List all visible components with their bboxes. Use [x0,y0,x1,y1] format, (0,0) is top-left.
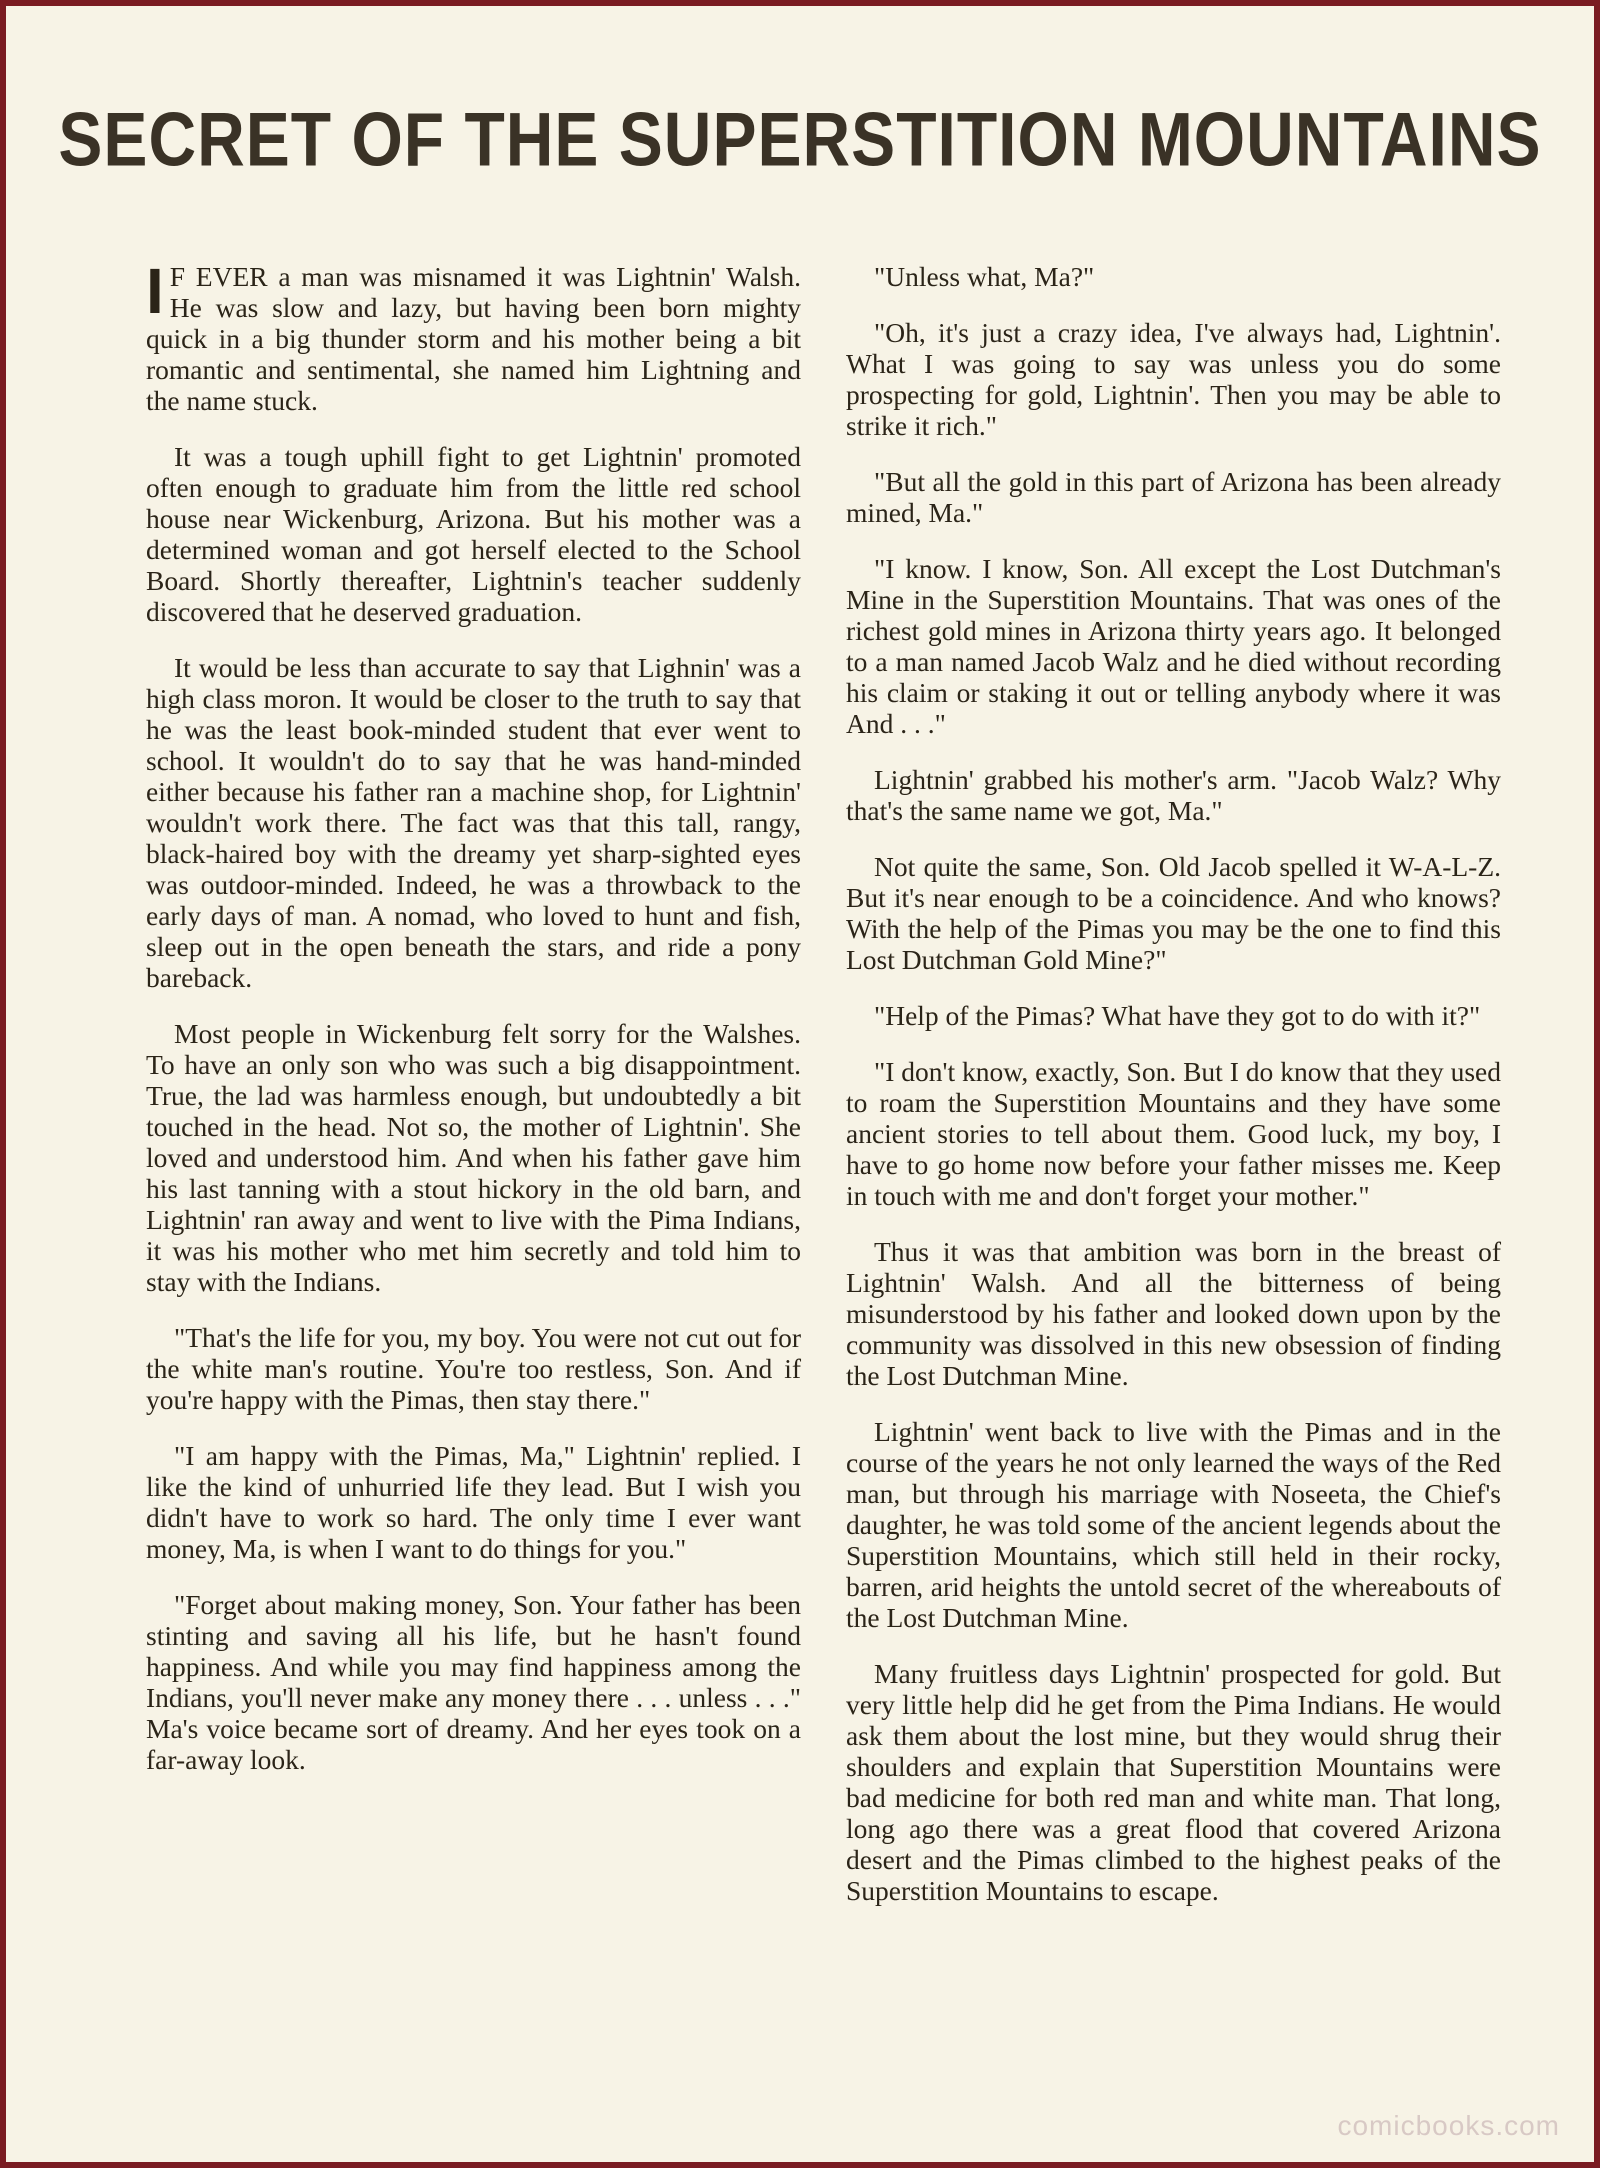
page [6,6,1594,2162]
paragraph: It was a tough uphill fight to get Lightnin' promoted often enough to graduate him from the little red school house near Wickenburg, Arizona. But his mother was a determined woman and got herself elected to the School Board. Shortly thereafter, Lightnin's teacher suddenly discovered that he deserved graduation. [146,441,801,627]
paragraph: "Help of the Pimas? What have they got to do with it?" [874,1000,1481,1031]
left-column [146,255,801,1800]
paragraph: "I don't know, exactly, Son. But I do know that they used to roam the Superstition Mountains and they have some ancient stories to tell about them. Good luck, my boy, I have to go home now before your father misses me. Keep in touch with me and don't forget your mother." [846,1056,1501,1211]
paragraph: "I know. I know, Son. All except the Lost Dutchman's Mine in the Superstition Mountains. That was ones of the richest gold mines in Arizona thirty years ago. It belonged to a man named Jacob Walz and he died without recording his claim or staking it out or telling anybody where it was And . . ." [846,553,1501,739]
watermark: comicbooks.com [1337,2110,1560,2141]
drop-cap: I [146,255,164,327]
right-column [846,261,1501,1931]
paragraph: Lightnin' grabbed his mother's arm. "Jacob Walz? Why that's the same name we got, Ma." [846,764,1501,826]
paragraph: Most people in Wickenburg felt sorry for the Walshes. To have an only son who was such a big disappointment. True, the lad was harmless enough, but undoubtedly a bit touched in the head. Not so, the mother of Lightnin'. She loved and understood him. And when his father gave him his last tanning with a stout hickory in the old barn, and Lightnin' ran away and went to live with the Pima Indians, it was his mother who met him secretly and told him to stay with the Indians. [146,1018,801,1297]
paragraph: "Oh, it's just a crazy idea, I've always had, Lightnin'. What I was going to say was unless you do some prospecting for gold, Lightnin'. Then you may be able to strike it rich." [846,317,1501,441]
paragraph: Many fruitless days Lightnin' prospected for gold. But very little help did he get from the Pima Indians. He would ask them about the lost mine, but they would shrug their shoulders and explain that Superstition Mountains were bad medicine for both red man and white man. That long, long ago there was a great flood that covered Arizona desert and the Pimas climbed to the highest peaks of the Superstition Mountains to escape. [846,1658,1501,1906]
first-paragraph-text: F EVER a man was misnamed it was Lightnin' Walsh. He was slow and lazy, but having been born mighty quick in a big thunder storm and his mother being a bit romantic and sentimental, she named him Lightning and the name stuck. [146,261,801,416]
first-paragraph [146,255,801,416]
paragraph: Lightnin' went back to live with the Pimas and in the course of the years he not only learned the ways of the Red man, but through his marriage with Noseeta, the Chief's daughter, he was told some of the ancient legends about the Superstition Mountains, which still held in their rocky, barren, arid heights the untold secret of the whereabouts of the Lost Dutchman Mine. [846,1416,1501,1633]
page-title: SECRET OF THE SUPERSTITION MOUNTAINS [58,96,1542,182]
paragraph: "I am happy with the Pimas, Ma," Lightnin' replied. I like the kind of unhurried life they lead. But I wish you didn't have to work so hard. The only time I ever want money, Ma, is when I want to do things for you." [146,1440,801,1564]
paragraph: "Forget about making money, Son. Your father has been stinting and saving all his life, but he hasn't found happiness. And while you may find happiness among the Indians, you'll never make any money there . . . unless . . ." Ma's voice became sort of dreamy. And her eyes took on a far-away look. [146,1589,801,1775]
paragraph: "Unless what, Ma?" [874,261,1095,292]
paragraph: "That's the life for you, my boy. You were not cut out for the white man's routine. You're too restless, Son. And if you're happy with the Pimas, then stay there." [146,1322,801,1415]
paragraph: It would be less than accurate to say that Lighnin' was a high class moron. It would be closer to the truth to say that he was the least book-minded student that ever went to school. It wouldn't do to say that he was hand-minded either because his father ran a machine shop, for Lightnin' wouldn't work there. The fact was that this tall, rangy, black-haired boy with the dreamy yet sharp-sighted eyes was outdoor-minded. Indeed, he was a throwback to the early days of man. A nomad, who loved to hunt and fish, sleep out in the open beneath the stars, and ride a pony bareback. [146,652,801,993]
paragraph: Thus it was that ambition was born in the breast of Lightnin' Walsh. And all the bitterness of being misunderstood by his father and looked down upon by the community was dissolved in this new obsession of finding the Lost Dutchman Mine. [846,1236,1501,1391]
paragraph: Not quite the same, Son. Old Jacob spelled it W-A-L-Z. But it's near enough to be a coincidence. And who knows? With the help of the Pimas you may be the one to find this Lost Dutchman Gold Mine?" [846,851,1501,975]
paragraph: "But all the gold in this part of Arizona has been already mined, Ma." [846,466,1501,528]
